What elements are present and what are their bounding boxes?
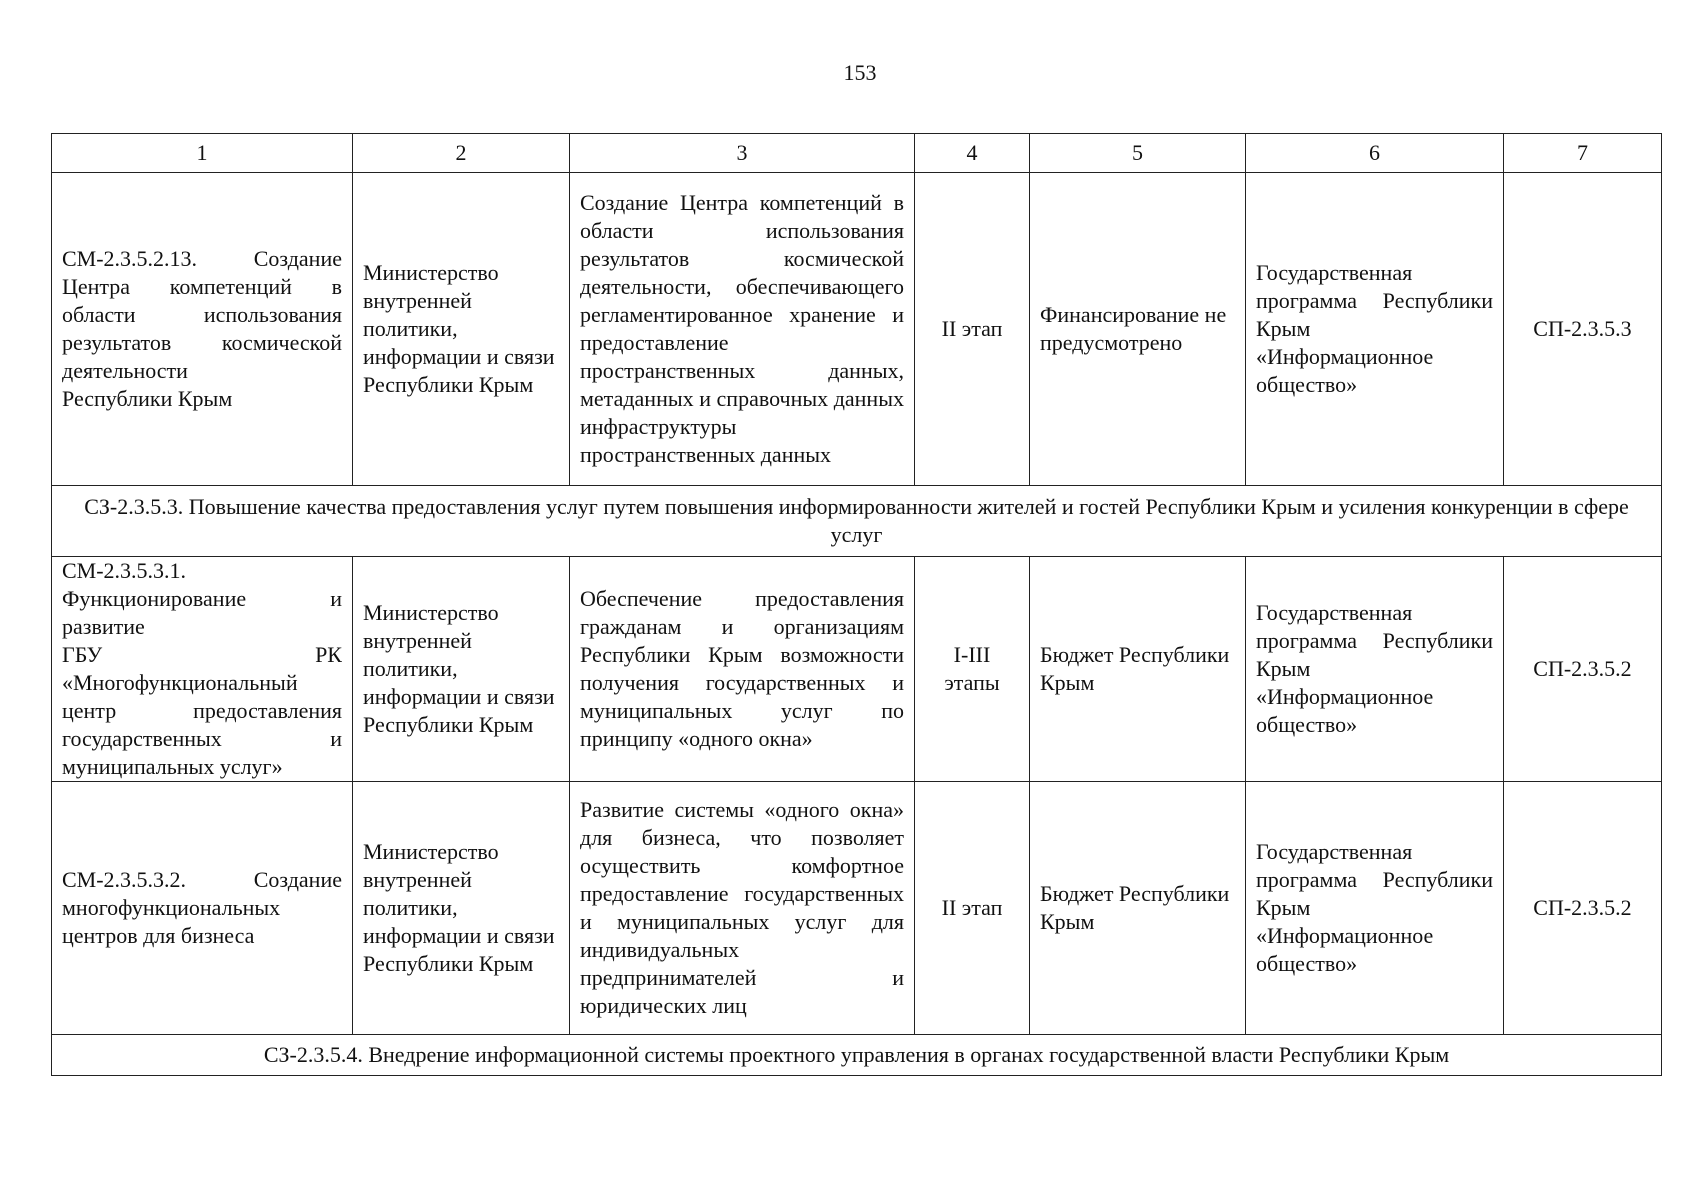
section-title: СЗ-2.3.5.3. Повышение качества предоставления услуг путем повышения информированности жителей и гостей Республики Крым и усиления конкуренции в сфере услуг	[52, 486, 1662, 557]
section-row	[52, 1035, 1662, 1076]
column-header: 3	[570, 134, 915, 173]
code-cell: СП-2.3.5.3	[1504, 173, 1662, 486]
executor-cell: Министерство внутренней политики, информации и связи Республики Крым	[353, 557, 570, 782]
stage-cell: II этап	[915, 782, 1030, 1035]
column-header: 2	[353, 134, 570, 173]
stage-cell: I-III этапы	[915, 557, 1030, 782]
program-cell: Государственная программа Республики Крым «Информационное общество»	[1246, 782, 1504, 1035]
page-number: 153	[843, 60, 877, 85]
program-cell: Государственная программа Республики Крым «Информационное общество»	[1246, 557, 1504, 782]
funding-cell: Финансирование не предусмотрено	[1030, 173, 1246, 486]
column-header: 4	[915, 134, 1030, 173]
column-number-row	[52, 134, 1662, 173]
program-cell: Государственная программа Республики Крым «Информационное общество»	[1246, 173, 1504, 486]
table-row	[52, 557, 1662, 782]
table-row	[52, 173, 1662, 486]
section-title: СЗ-2.3.5.4. Внедрение информационной системы проектного управления в органах государственной власти Республики Крым	[52, 1035, 1662, 1076]
measure-name-cell: СМ-2.3.5.3.1. Функционирование и развитие ГБУ РК «Многофункциональный центр предоставления государственных и муниципальных услуг»	[52, 557, 353, 782]
stage-cell: II этап	[915, 173, 1030, 486]
measure-name-cell: СМ-2.3.5.3.2. Создание многофункциональных центров для бизнеса	[52, 782, 353, 1035]
column-header: 1	[52, 134, 353, 173]
column-header: 7	[1504, 134, 1662, 173]
description-cell: Развитие системы «одного окна» для бизнеса, что позволяет осуществить комфортное предоставление государственных и муниципальных услуг для индивидуальных предпринимателей и юридических лиц	[570, 782, 915, 1035]
executor-cell: Министерство внутренней политики, информации и связи Республики Крым	[353, 173, 570, 486]
section-row	[52, 486, 1662, 557]
table-row	[52, 782, 1662, 1035]
description-cell: Обеспечение предоставления гражданам и организациям Республики Крым возможности получения государственных и муниципальных услуг по принципу «одного окна»	[570, 557, 915, 782]
column-header: 5	[1030, 134, 1246, 173]
code-cell: СП-2.3.5.2	[1504, 557, 1662, 782]
funding-cell: Бюджет Республики Крым	[1030, 557, 1246, 782]
funding-cell: Бюджет Республики Крым	[1030, 782, 1246, 1035]
column-header: 6	[1246, 134, 1504, 173]
description-cell: Создание Центра компетенций в области использования результатов космической деятельности, обеспечивающего регламентированное хранение и предоставление пространственных данных, метаданных и справочных данных инфраструктуры пространственных данных	[570, 173, 915, 486]
measure-name-cell: СМ-2.3.5.2.13. Создание Центра компетенций в области использования результатов космической деятельности Республики Крым	[52, 173, 353, 486]
code-cell: СП-2.3.5.2	[1504, 782, 1662, 1035]
measures-table	[51, 133, 1662, 1076]
executor-cell: Министерство внутренней политики, информации и связи Республики Крым	[353, 782, 570, 1035]
